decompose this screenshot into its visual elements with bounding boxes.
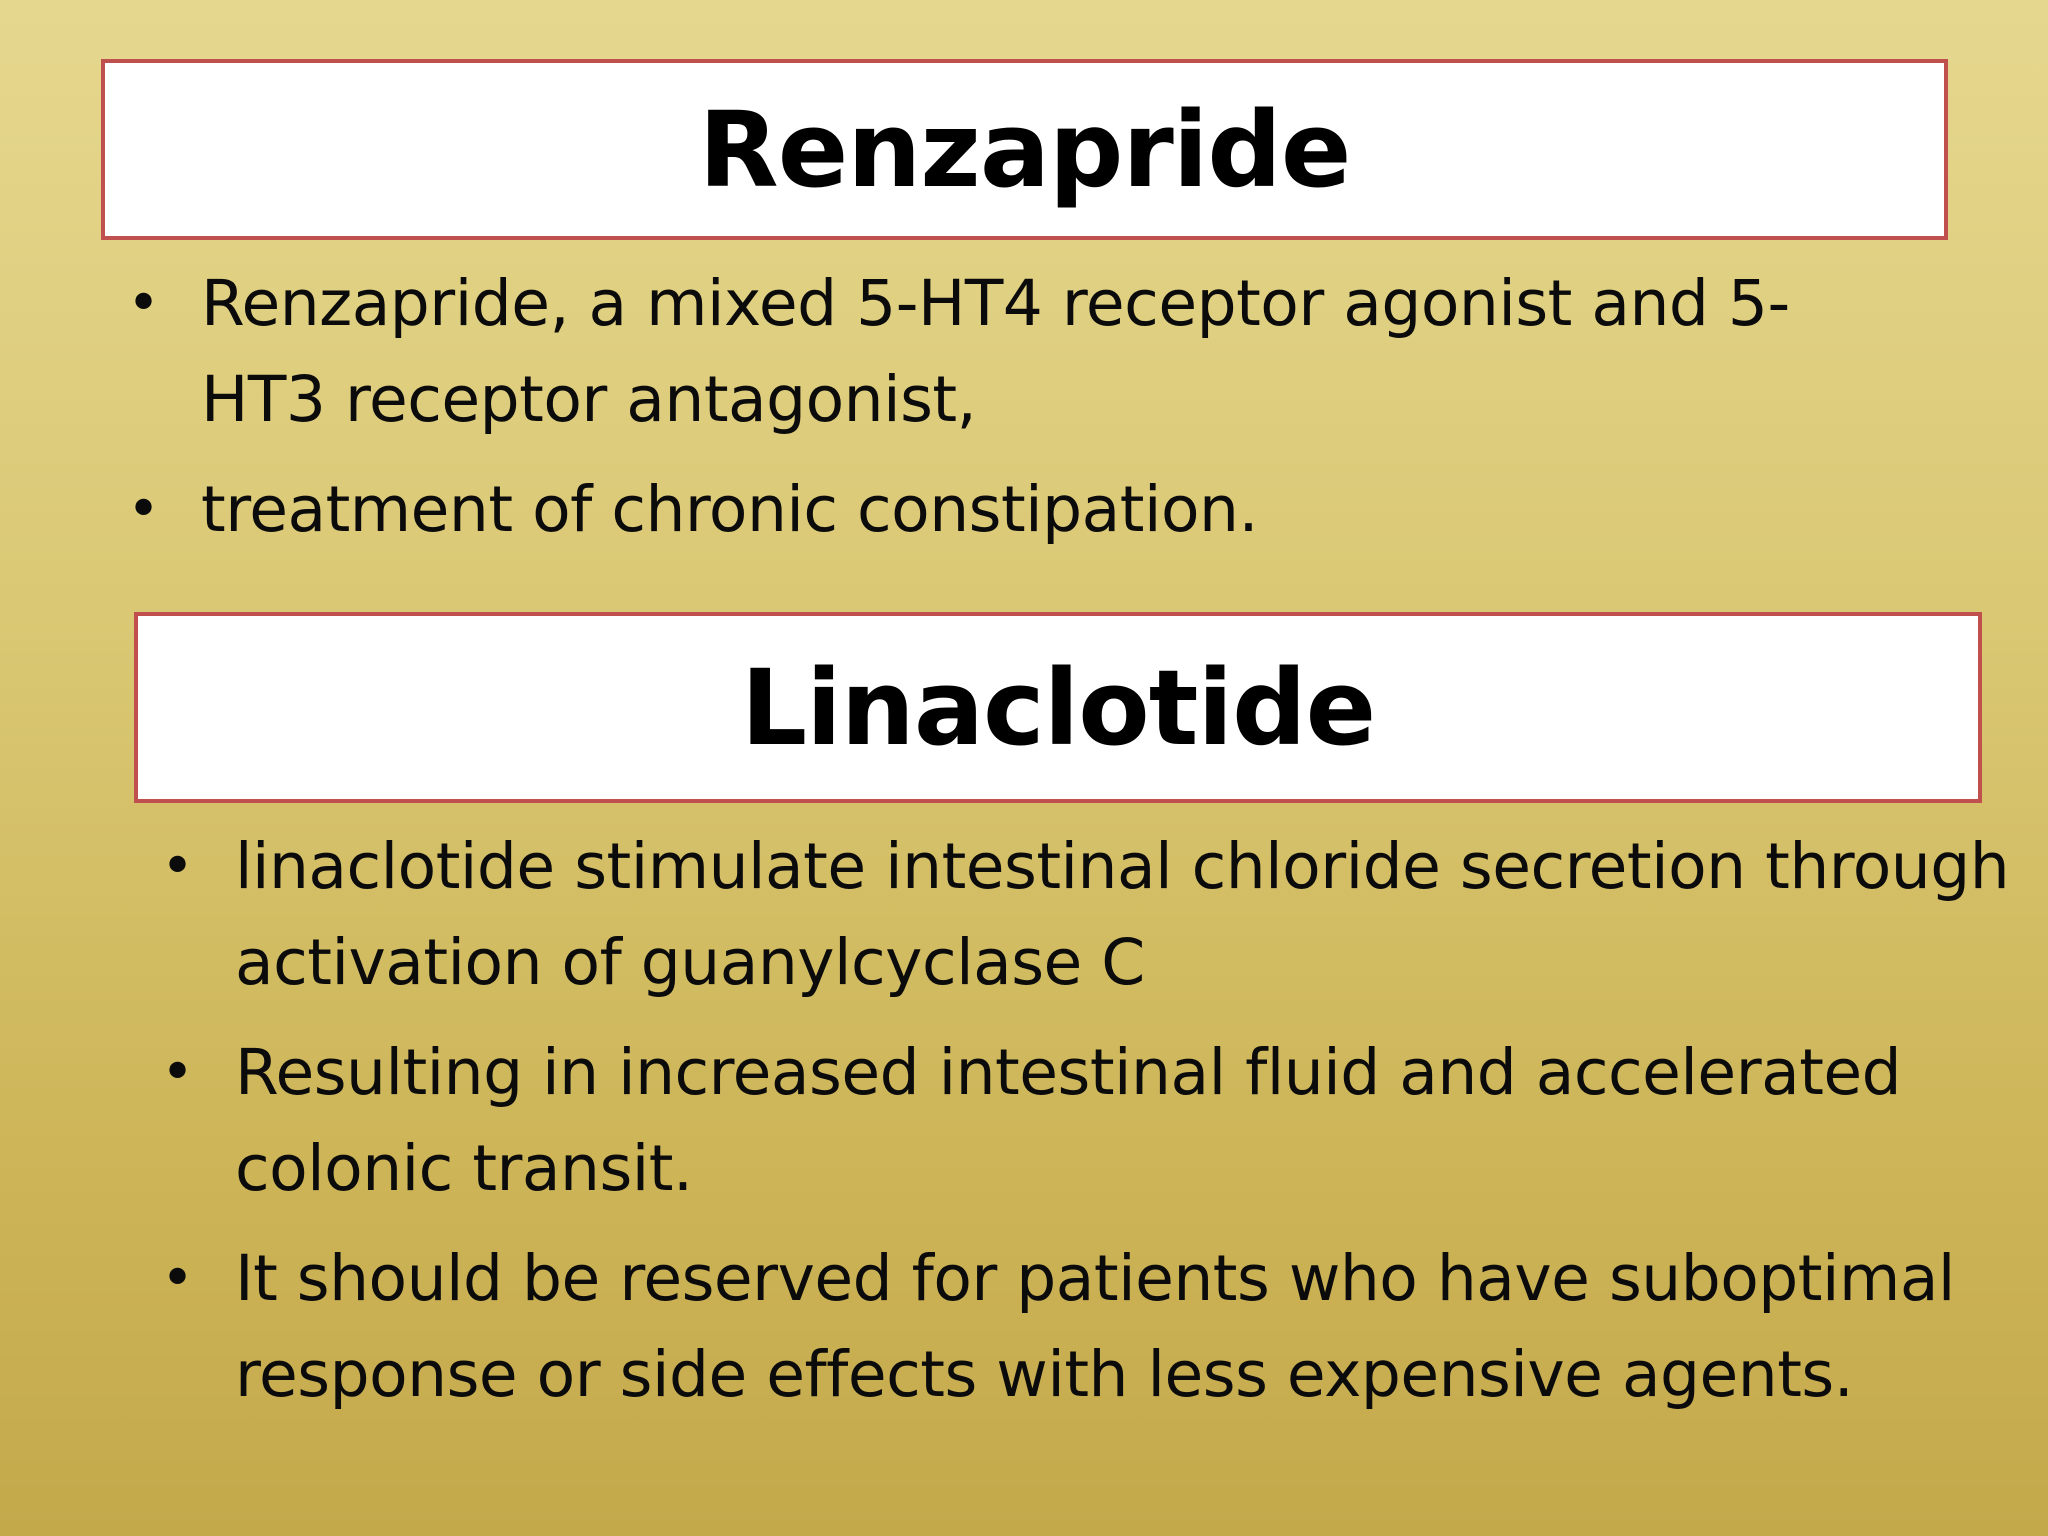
section-title-linaclotide: Linaclotide [740,646,1376,769]
list-item [127,256,1907,448]
bullet-text: Resulting in increased intestinal fluid and accelerated colonic transit. [235,1036,1902,1205]
bullet-icon: • [161,834,194,899]
section-title-box-renzapride [101,59,1948,240]
bullet-text: It should be reserved for patients who have suboptimal response or side effects with less expensive agents. [235,1242,1955,1411]
list-item [161,1025,2021,1217]
bullet-icon: • [127,271,160,336]
list-item [161,819,2021,1011]
bullet-text: Renzapride, a mixed 5-HT4 receptor agonist and 5-HT3 receptor antagonist, [201,267,1790,436]
bullet-text: linaclotide stimulate intestinal chloride secretion through activation of guanylcyclase C [235,830,2010,999]
bullet-text: treatment of chronic constipation. [201,473,1258,546]
list-item [161,1231,2021,1423]
bullet-icon: • [161,1040,194,1105]
bullet-icon: • [161,1246,194,1311]
section-title-renzapride: Renzapride [698,88,1351,211]
list-item [127,462,1907,558]
section-title-box-linaclotide [134,612,1982,803]
bullet-list-renzapride [127,256,1907,572]
bullet-icon: • [127,477,160,542]
bullet-list-linaclotide [161,819,2021,1437]
